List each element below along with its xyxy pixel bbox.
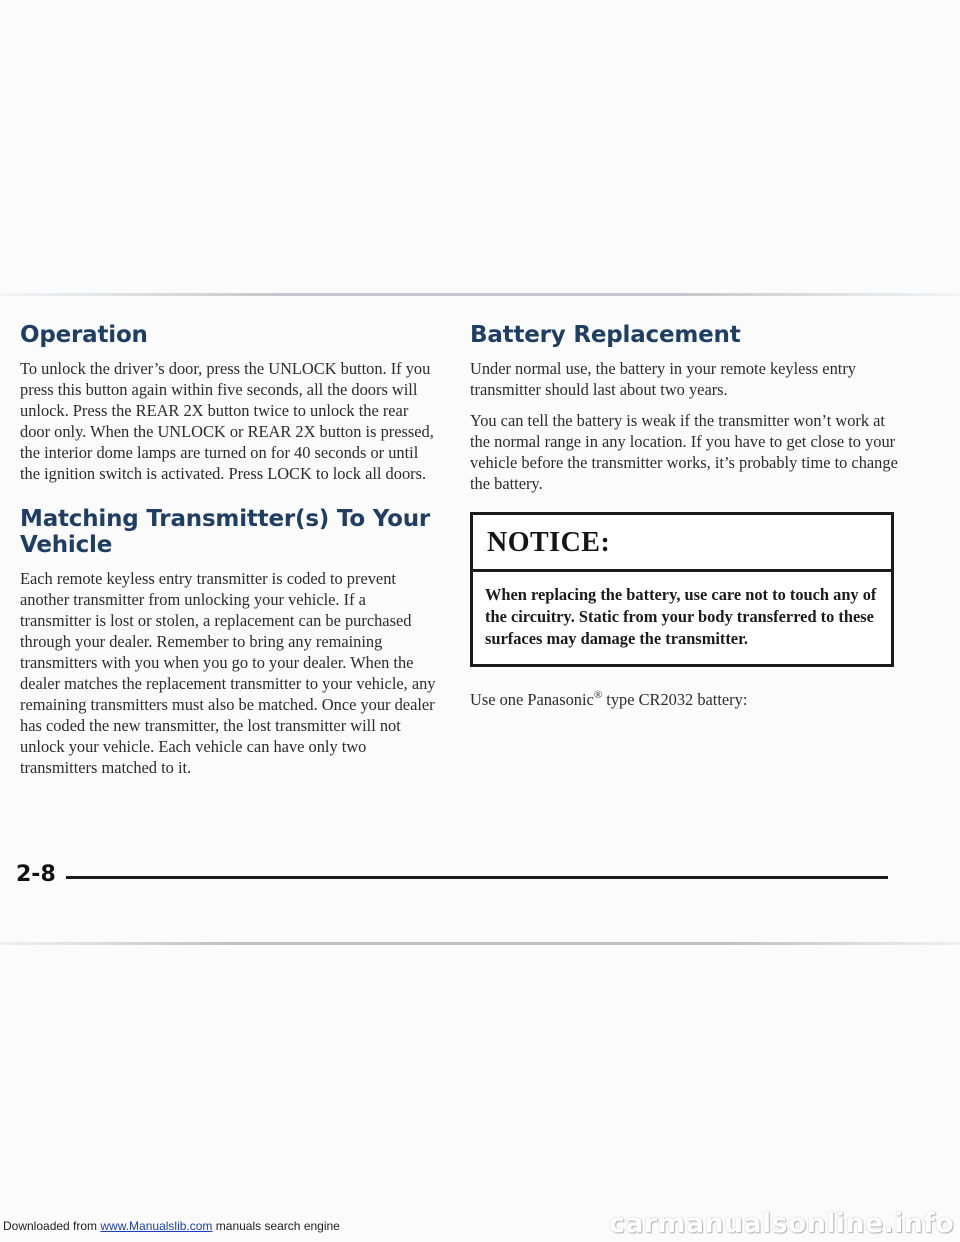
registered-mark: ® bbox=[593, 689, 603, 701]
left-column bbox=[20, 322, 440, 788]
battery-type-paragraph bbox=[470, 689, 900, 713]
battery-replacement-heading: Battery Replacement bbox=[470, 322, 741, 348]
top-divider bbox=[0, 293, 960, 296]
battery-type-suffix: type CR2032 battery: bbox=[602, 690, 748, 709]
right-column bbox=[470, 322, 900, 723]
page-number: 2-8 bbox=[16, 862, 56, 887]
manualslib-link[interactable]: www.Manualslib.com bbox=[100, 1219, 213, 1233]
download-footer bbox=[3, 1219, 340, 1233]
battery-type-prefix: Use one Panasonic bbox=[470, 690, 594, 709]
footer-rule bbox=[66, 876, 888, 879]
notice-box bbox=[470, 512, 894, 667]
battery-life-paragraph: Under normal use, the battery in your remote keyless entry transmitter should last about two years. bbox=[470, 359, 856, 399]
watermark: carmanualsonline.info bbox=[608, 1208, 954, 1239]
bottom-divider bbox=[0, 942, 960, 945]
operation-paragraph: To unlock the driver’s door, press the UNLOCK button. If you press this button again within five seconds, all the doors will unlock. Press the REAR 2X button twice to unlock the rear door only. When the UNLOCK or REAR 2X button is pressed, the interior dome lamps are turned on for 40 seconds or until the ignition switch is activated. Press LOCK to lock all doors. bbox=[20, 359, 434, 483]
operation-heading: Operation bbox=[20, 322, 148, 348]
matching-transmitters-heading: Matching Transmitter(s) To Your Vehicle bbox=[20, 506, 431, 558]
notice-body: When replacing the battery, use care not to touch any of the circuitry. Static from your body transferred to these surfaces may damage the transmitter. bbox=[485, 585, 877, 648]
download-footer-suffix: manuals search engine bbox=[212, 1219, 340, 1233]
download-footer-prefix: Downloaded from bbox=[3, 1219, 101, 1233]
notice-title: NOTICE: bbox=[473, 515, 891, 572]
battery-weak-paragraph: You can tell the battery is weak if the transmitter won’t work at the normal range in any location. If you have to get close to your vehicle before the transmitter works, it’s probably time to change the battery. bbox=[470, 411, 898, 493]
matching-transmitters-paragraph: Each remote keyless entry transmitter is coded to prevent another transmitter from unlocking your vehicle. If a transmitter is lost or stolen, a replacement can be purchased through your dealer. Remember to bring any remaining transmitters with you when you go to your dealer. When the dealer matches the replacement transmitter to your vehicle, any remaining transmitters must also be matched. Once your dealer has coded the new transmitter, the lost transmitter will not unlock your vehicle. Each vehicle can have only two transmitters matched to it. bbox=[20, 569, 436, 777]
